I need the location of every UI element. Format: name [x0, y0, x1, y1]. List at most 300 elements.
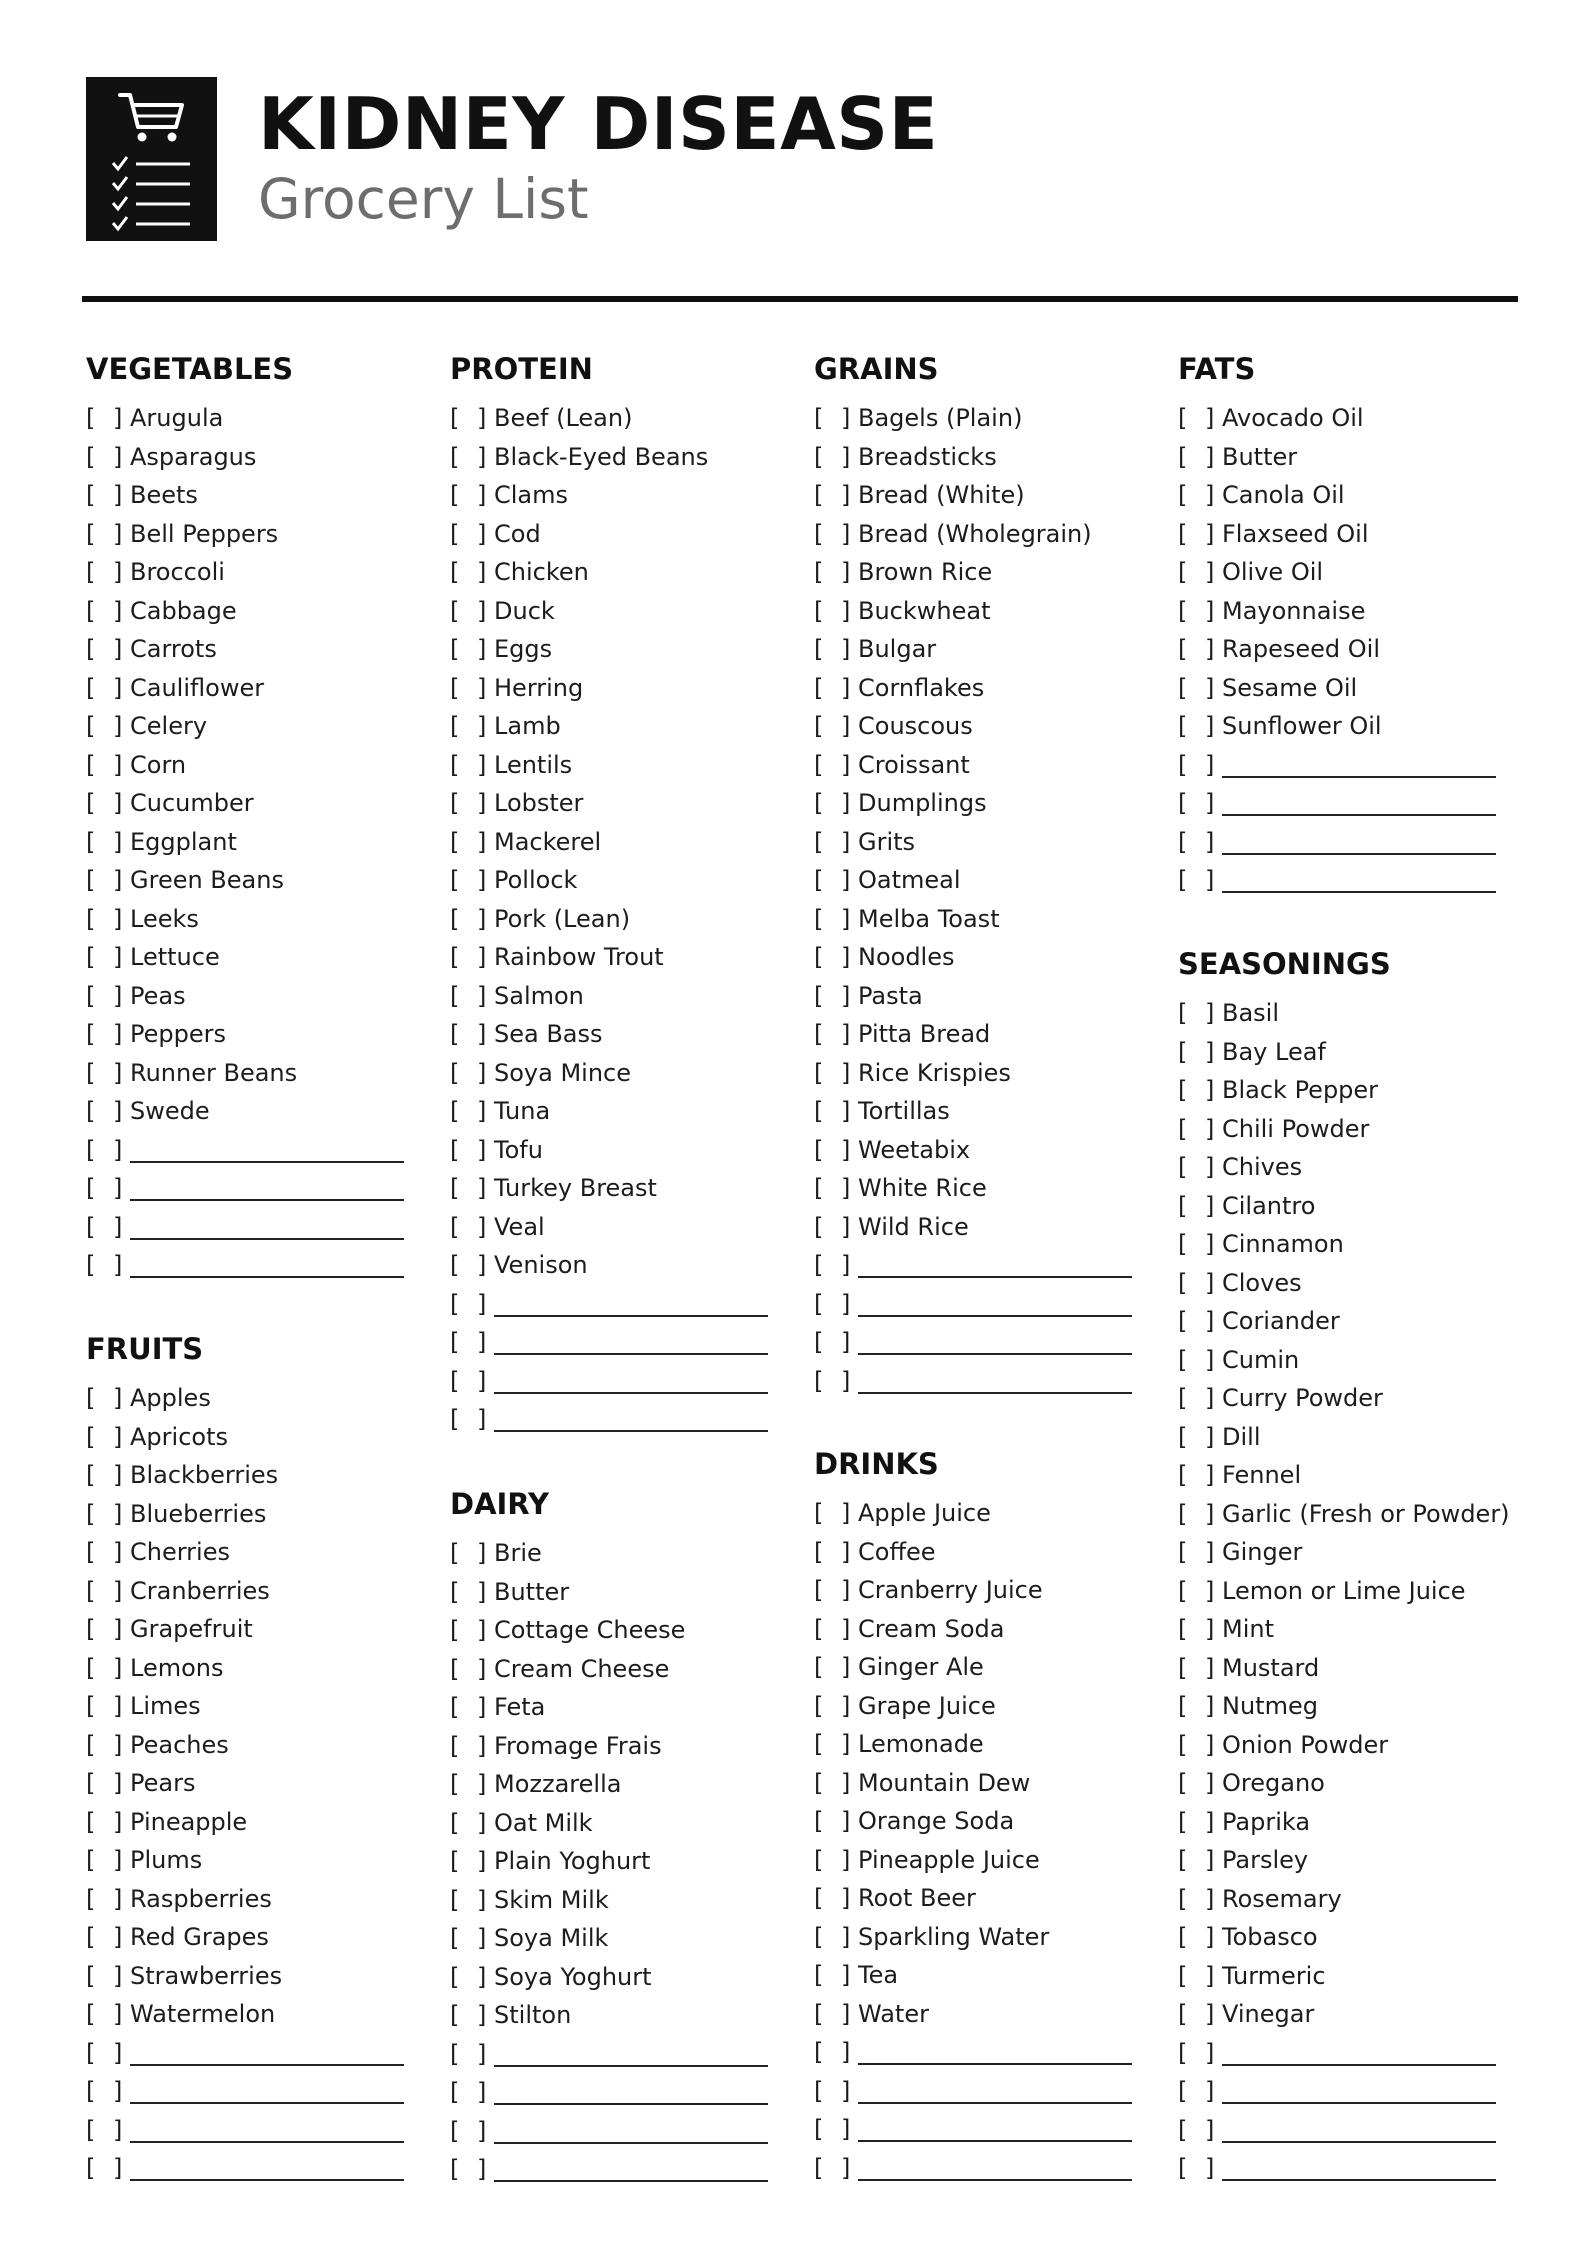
checkbox[interactable]: [ ] [86, 2077, 128, 2105]
checkbox[interactable]: [ ] [86, 1020, 128, 1048]
checkbox[interactable]: [ ] [450, 789, 492, 817]
write-in-line[interactable] [130, 1238, 404, 1240]
write-in-line[interactable] [1222, 2064, 1496, 2066]
blank-list-item[interactable] [1178, 788, 1518, 818]
checkbox[interactable]: [ ] [1178, 2038, 1220, 2067]
blank-list-item[interactable] [450, 1289, 790, 1319]
checkbox[interactable]: [ ] [86, 1576, 128, 1605]
checkbox[interactable]: [ ] [1178, 1923, 1220, 1951]
checkbox[interactable]: [ ] [1178, 1114, 1220, 1143]
list-item[interactable] [1178, 673, 1518, 703]
checkbox[interactable]: [ ] [450, 2001, 492, 2029]
checkbox[interactable]: [ ] [814, 904, 856, 933]
checkbox[interactable]: [ ] [1178, 1268, 1220, 1297]
write-in-line[interactable] [494, 2103, 768, 2105]
list-item[interactable] [450, 1212, 790, 1242]
checkbox[interactable]: [ ] [814, 673, 856, 702]
checkbox[interactable]: [ ] [814, 1537, 856, 1566]
list-item[interactable] [814, 1019, 1154, 1049]
list-item[interactable] [450, 981, 790, 1011]
list-item[interactable] [814, 711, 1154, 741]
write-in-line[interactable] [130, 2141, 404, 2143]
checkbox[interactable]: [ ] [86, 1846, 128, 1874]
write-in-line[interactable] [130, 1276, 404, 1278]
write-in-line[interactable] [1222, 853, 1496, 855]
blank-list-item[interactable] [814, 2037, 1154, 2067]
list-item[interactable] [1178, 1730, 1518, 1760]
checkbox[interactable]: [ ] [814, 1845, 856, 1874]
checkbox[interactable]: [ ] [450, 1405, 492, 1433]
checkbox[interactable]: [ ] [1178, 1153, 1220, 1181]
blank-list-item[interactable] [814, 1250, 1154, 1280]
list-item[interactable] [86, 634, 426, 664]
checkbox[interactable]: [ ] [450, 981, 492, 1010]
list-item[interactable] [86, 403, 426, 433]
list-item[interactable] [814, 1498, 1154, 1528]
list-item[interactable] [814, 788, 1154, 818]
list-item[interactable] [1178, 557, 1518, 587]
list-item[interactable] [814, 1135, 1154, 1165]
checkbox[interactable]: [ ] [1178, 1769, 1220, 1797]
checkbox[interactable]: [ ] [1178, 481, 1220, 509]
blank-list-item[interactable] [86, 2076, 426, 2106]
list-item[interactable] [814, 1173, 1154, 1203]
list-item[interactable] [450, 557, 790, 587]
checkbox[interactable]: [ ] [1178, 2077, 1220, 2105]
checkbox[interactable]: [ ] [1178, 1230, 1220, 1258]
checkbox[interactable]: [ ] [86, 442, 128, 471]
list-item[interactable] [1178, 1845, 1518, 1875]
write-in-line[interactable] [1222, 2141, 1496, 2143]
list-item[interactable] [86, 1807, 426, 1837]
list-item[interactable] [86, 1884, 426, 1914]
blank-list-item[interactable] [814, 1327, 1154, 1357]
checkbox[interactable]: [ ] [450, 1770, 492, 1798]
checkbox[interactable]: [ ] [86, 673, 128, 702]
list-item[interactable] [450, 1846, 790, 1876]
checkbox[interactable]: [ ] [814, 750, 856, 779]
checkbox[interactable]: [ ] [86, 1174, 128, 1202]
checkbox[interactable]: [ ] [86, 1615, 128, 1643]
list-item[interactable] [1178, 711, 1518, 741]
list-item[interactable] [450, 1923, 790, 1953]
checkbox[interactable]: [ ] [450, 481, 492, 509]
list-item[interactable] [86, 1768, 426, 1798]
list-item[interactable] [814, 1806, 1154, 1836]
list-item[interactable] [450, 1577, 790, 1607]
checkbox[interactable]: [ ] [450, 1924, 492, 1952]
list-item[interactable] [814, 1845, 1154, 1875]
checkbox[interactable]: [ ] [450, 1885, 492, 1914]
checkbox[interactable]: [ ] [86, 866, 128, 894]
list-item[interactable] [450, 1538, 790, 1568]
write-in-line[interactable] [1222, 2102, 1496, 2104]
list-item[interactable] [814, 480, 1154, 510]
write-in-line[interactable] [130, 1161, 404, 1163]
list-item[interactable] [814, 904, 1154, 934]
list-item[interactable] [450, 634, 790, 664]
write-in-line[interactable] [858, 1353, 1132, 1355]
checkbox[interactable]: [ ] [1178, 1730, 1220, 1759]
list-item[interactable] [86, 1614, 426, 1644]
checkbox[interactable]: [ ] [814, 519, 856, 548]
checkbox[interactable]: [ ] [1178, 1615, 1220, 1643]
list-item[interactable] [86, 1383, 426, 1413]
checkbox[interactable]: [ ] [1178, 1884, 1220, 1913]
list-item[interactable] [1178, 1075, 1518, 1105]
list-item[interactable] [1178, 1653, 1518, 1683]
checkbox[interactable]: [ ] [814, 635, 856, 663]
list-item[interactable] [1178, 1576, 1518, 1606]
blank-list-item[interactable] [86, 1135, 426, 1165]
list-item[interactable] [1178, 1691, 1518, 1721]
checkbox[interactable]: [ ] [450, 1020, 492, 1048]
checkbox[interactable]: [ ] [450, 750, 492, 779]
blank-list-item[interactable] [1178, 2038, 1518, 2068]
checkbox[interactable]: [ ] [86, 2000, 128, 2028]
list-item[interactable] [1178, 1152, 1518, 1182]
checkbox[interactable]: [ ] [450, 2039, 492, 2068]
list-item[interactable] [814, 1058, 1154, 1088]
list-item[interactable] [814, 1212, 1154, 1242]
checkbox[interactable]: [ ] [450, 1097, 492, 1125]
checkbox[interactable]: [ ] [814, 1251, 856, 1279]
checkbox[interactable]: [ ] [814, 1999, 856, 2028]
write-in-line[interactable] [130, 2102, 404, 2104]
checkbox[interactable]: [ ] [450, 827, 492, 856]
blank-list-item[interactable] [86, 1212, 426, 1242]
checkbox[interactable]: [ ] [1178, 827, 1220, 856]
checkbox[interactable]: [ ] [86, 2154, 128, 2182]
list-item[interactable] [1178, 1537, 1518, 1567]
list-item[interactable] [450, 1692, 790, 1722]
checkbox[interactable]: [ ] [450, 1174, 492, 1202]
write-in-line[interactable] [494, 1392, 768, 1394]
checkbox[interactable]: [ ] [86, 789, 128, 817]
checkbox[interactable]: [ ] [450, 2155, 492, 2183]
checkbox[interactable]: [ ] [814, 1730, 856, 1758]
checkbox[interactable]: [ ] [1178, 1576, 1220, 1605]
checkbox[interactable]: [ ] [814, 2153, 856, 2182]
list-item[interactable] [450, 596, 790, 626]
list-item[interactable] [814, 596, 1154, 626]
list-item[interactable] [86, 788, 426, 818]
checkbox[interactable]: [ ] [450, 1366, 492, 1395]
list-item[interactable] [814, 942, 1154, 972]
checkbox[interactable]: [ ] [86, 2038, 128, 2067]
checkbox[interactable]: [ ] [450, 442, 492, 471]
checkbox[interactable]: [ ] [814, 1328, 856, 1356]
list-item[interactable] [1178, 1884, 1518, 1914]
list-item[interactable] [450, 1808, 790, 1838]
checkbox[interactable]: [ ] [450, 1289, 492, 1318]
write-in-line[interactable] [858, 1276, 1132, 1278]
list-item[interactable] [1178, 1037, 1518, 1067]
list-item[interactable] [86, 981, 426, 1011]
checkbox[interactable]: [ ] [1178, 1653, 1220, 1682]
checkbox[interactable]: [ ] [450, 1212, 492, 1241]
list-item[interactable] [814, 865, 1154, 895]
checkbox[interactable]: [ ] [86, 827, 128, 856]
checkbox[interactable]: [ ] [1178, 1807, 1220, 1836]
list-item[interactable] [86, 480, 426, 510]
write-in-line[interactable] [858, 2102, 1132, 2104]
list-item[interactable] [814, 557, 1154, 587]
blank-list-item[interactable] [814, 1366, 1154, 1396]
list-item[interactable] [1178, 1768, 1518, 1798]
checkbox[interactable]: [ ] [1178, 2154, 1220, 2182]
checkbox[interactable]: [ ] [86, 981, 128, 1010]
list-item[interactable] [814, 1999, 1154, 2029]
blank-list-item[interactable] [450, 2116, 790, 2146]
list-item[interactable] [814, 1729, 1154, 1759]
write-in-line[interactable] [494, 2142, 768, 2144]
list-item[interactable] [450, 1769, 790, 1799]
checkbox[interactable]: [ ] [814, 2076, 856, 2105]
checkbox[interactable]: [ ] [814, 1174, 856, 1202]
list-item[interactable] [1178, 1383, 1518, 1413]
list-item[interactable] [450, 2000, 790, 2030]
checkbox[interactable]: [ ] [86, 1692, 128, 1720]
list-item[interactable] [86, 1460, 426, 1490]
list-item[interactable] [86, 1922, 426, 1952]
blank-list-item[interactable] [86, 1173, 426, 1203]
checkbox[interactable]: [ ] [1178, 404, 1220, 432]
blank-list-item[interactable] [450, 1327, 790, 1357]
checkbox[interactable]: [ ] [1178, 596, 1220, 625]
list-item[interactable] [450, 827, 790, 857]
list-item[interactable] [450, 1135, 790, 1165]
checkbox[interactable]: [ ] [450, 1251, 492, 1279]
checkbox[interactable]: [ ] [86, 1384, 128, 1412]
blank-list-item[interactable] [86, 2038, 426, 2068]
checkbox[interactable]: [ ] [814, 558, 856, 586]
list-item[interactable] [450, 403, 790, 433]
list-item[interactable] [814, 1922, 1154, 1952]
list-item[interactable] [814, 519, 1154, 549]
list-item[interactable] [1178, 1268, 1518, 1298]
checkbox[interactable]: [ ] [814, 981, 856, 1010]
list-item[interactable] [450, 1250, 790, 1280]
list-item[interactable] [1178, 1422, 1518, 1452]
write-in-line[interactable] [130, 2064, 404, 2066]
list-item[interactable] [86, 865, 426, 895]
checkbox[interactable]: [ ] [814, 1691, 856, 1720]
checkbox[interactable]: [ ] [814, 712, 856, 740]
list-item[interactable] [86, 1019, 426, 1049]
list-item[interactable] [1178, 519, 1518, 549]
list-item[interactable] [1178, 480, 1518, 510]
checkbox[interactable]: [ ] [450, 1328, 492, 1356]
checkbox[interactable]: [ ] [450, 404, 492, 432]
checkbox[interactable]: [ ] [814, 1576, 856, 1604]
list-item[interactable] [450, 442, 790, 472]
checkbox[interactable]: [ ] [814, 1884, 856, 1912]
write-in-line[interactable] [858, 2063, 1132, 2065]
checkbox[interactable]: [ ] [814, 827, 856, 856]
blank-list-item[interactable] [1178, 2153, 1518, 2183]
checkbox[interactable]: [ ] [814, 1499, 856, 1527]
checkbox[interactable]: [ ] [814, 1020, 856, 1048]
write-in-line[interactable] [858, 1392, 1132, 1394]
checkbox[interactable]: [ ] [86, 1058, 128, 1087]
list-item[interactable] [1178, 1922, 1518, 1952]
checkbox[interactable]: [ ] [86, 1251, 128, 1279]
checkbox[interactable]: [ ] [814, 1135, 856, 1164]
list-item[interactable] [86, 673, 426, 703]
list-item[interactable] [450, 942, 790, 972]
checkbox[interactable]: [ ] [814, 789, 856, 817]
list-item[interactable] [86, 827, 426, 857]
write-in-line[interactable] [1222, 2179, 1496, 2181]
checkbox[interactable]: [ ] [1178, 1191, 1220, 1220]
write-in-line[interactable] [858, 2179, 1132, 2181]
blank-list-item[interactable] [814, 2076, 1154, 2106]
checkbox[interactable]: [ ] [86, 1884, 128, 1913]
list-item[interactable] [814, 1537, 1154, 1567]
list-item[interactable] [450, 904, 790, 934]
list-item[interactable] [814, 1883, 1154, 1913]
list-item[interactable] [1178, 1614, 1518, 1644]
write-in-line[interactable] [494, 2180, 768, 2182]
blank-list-item[interactable] [1178, 2115, 1518, 2145]
checkbox[interactable]: [ ] [86, 635, 128, 663]
list-item[interactable] [814, 673, 1154, 703]
checkbox[interactable]: [ ] [86, 558, 128, 586]
list-item[interactable] [450, 750, 790, 780]
blank-list-item[interactable] [450, 2154, 790, 2184]
list-item[interactable] [86, 1537, 426, 1567]
checkbox[interactable]: [ ] [814, 442, 856, 471]
list-item[interactable] [86, 1845, 426, 1875]
checkbox[interactable]: [ ] [450, 2078, 492, 2106]
checkbox[interactable]: [ ] [86, 943, 128, 971]
list-item[interactable] [1178, 1191, 1518, 1221]
checkbox[interactable]: [ ] [1178, 1422, 1220, 1451]
checkbox[interactable]: [ ] [1178, 558, 1220, 586]
checkbox[interactable]: [ ] [814, 1807, 856, 1835]
checkbox[interactable]: [ ] [450, 1539, 492, 1567]
checkbox[interactable]: [ ] [814, 2115, 856, 2143]
blank-list-item[interactable] [814, 1289, 1154, 1319]
blank-list-item[interactable] [1178, 750, 1518, 780]
write-in-line[interactable] [858, 1315, 1132, 1317]
checkbox[interactable]: [ ] [450, 1847, 492, 1875]
checkbox[interactable]: [ ] [450, 904, 492, 933]
blank-list-item[interactable] [86, 2153, 426, 2183]
list-item[interactable] [86, 1422, 426, 1452]
blank-list-item[interactable] [86, 2115, 426, 2145]
checkbox[interactable]: [ ] [86, 1538, 128, 1566]
checkbox[interactable]: [ ] [1178, 789, 1220, 817]
checkbox[interactable]: [ ] [86, 1653, 128, 1682]
list-item[interactable] [814, 981, 1154, 1011]
checkbox[interactable]: [ ] [1178, 999, 1220, 1027]
checkbox[interactable]: [ ] [86, 1730, 128, 1759]
write-in-line[interactable] [494, 1430, 768, 1432]
list-item[interactable] [450, 711, 790, 741]
blank-list-item[interactable] [814, 2153, 1154, 2183]
checkbox[interactable]: [ ] [450, 519, 492, 548]
checkbox[interactable]: [ ] [1178, 2000, 1220, 2028]
write-in-line[interactable] [1222, 776, 1496, 778]
write-in-line[interactable] [494, 2065, 768, 2067]
checkbox[interactable]: [ ] [1178, 1961, 1220, 1990]
list-item[interactable] [1178, 998, 1518, 1028]
list-item[interactable] [86, 442, 426, 472]
list-item[interactable] [86, 1961, 426, 1991]
list-item[interactable] [1178, 403, 1518, 433]
list-item[interactable] [86, 1653, 426, 1683]
checkbox[interactable]: [ ] [450, 1577, 492, 1606]
checkbox[interactable]: [ ] [450, 1731, 492, 1760]
checkbox[interactable]: [ ] [814, 481, 856, 509]
list-item[interactable] [814, 1691, 1154, 1721]
checkbox[interactable]: [ ] [1178, 442, 1220, 471]
list-item[interactable] [814, 1652, 1154, 1682]
list-item[interactable] [450, 1654, 790, 1684]
checkbox[interactable]: [ ] [86, 2115, 128, 2144]
checkbox[interactable]: [ ] [1178, 1499, 1220, 1528]
checkbox[interactable]: [ ] [86, 1422, 128, 1451]
checkbox[interactable]: [ ] [1178, 1076, 1220, 1104]
checkbox[interactable]: [ ] [814, 1289, 856, 1318]
blank-list-item[interactable] [1178, 827, 1518, 857]
list-item[interactable] [86, 1691, 426, 1721]
list-item[interactable] [450, 1731, 790, 1761]
checkbox[interactable]: [ ] [814, 404, 856, 432]
checkbox[interactable]: [ ] [1178, 2115, 1220, 2144]
checkbox[interactable]: [ ] [1178, 712, 1220, 740]
checkbox[interactable]: [ ] [86, 1961, 128, 1990]
checkbox[interactable]: [ ] [86, 481, 128, 509]
list-item[interactable] [86, 1499, 426, 1529]
checkbox[interactable]: [ ] [86, 1135, 128, 1164]
list-item[interactable] [450, 1058, 790, 1088]
list-item[interactable] [86, 1576, 426, 1606]
list-item[interactable] [814, 1096, 1154, 1126]
checkbox[interactable]: [ ] [1178, 1538, 1220, 1566]
list-item[interactable] [814, 750, 1154, 780]
list-item[interactable] [814, 1768, 1154, 1798]
checkbox[interactable]: [ ] [1178, 1307, 1220, 1335]
checkbox[interactable]: [ ] [1178, 519, 1220, 548]
list-item[interactable] [86, 904, 426, 934]
list-item[interactable] [450, 673, 790, 703]
checkbox[interactable]: [ ] [450, 558, 492, 586]
list-item[interactable] [86, 519, 426, 549]
list-item[interactable] [450, 1173, 790, 1203]
checkbox[interactable]: [ ] [814, 866, 856, 894]
checkbox[interactable]: [ ] [86, 712, 128, 740]
list-item[interactable] [1178, 1460, 1518, 1490]
write-in-line[interactable] [494, 1353, 768, 1355]
checkbox[interactable]: [ ] [814, 1653, 856, 1681]
list-item[interactable] [1178, 1807, 1518, 1837]
checkbox[interactable]: [ ] [86, 1499, 128, 1528]
write-in-line[interactable] [494, 1315, 768, 1317]
checkbox[interactable]: [ ] [814, 1922, 856, 1951]
checkbox[interactable]: [ ] [86, 750, 128, 779]
list-item[interactable] [86, 1096, 426, 1126]
list-item[interactable] [450, 1615, 790, 1645]
checkbox[interactable]: [ ] [86, 404, 128, 432]
checkbox[interactable]: [ ] [450, 866, 492, 894]
checkbox[interactable]: [ ] [450, 1693, 492, 1721]
write-in-line[interactable] [1222, 814, 1496, 816]
list-item[interactable] [1178, 634, 1518, 664]
list-item[interactable] [1178, 1345, 1518, 1375]
